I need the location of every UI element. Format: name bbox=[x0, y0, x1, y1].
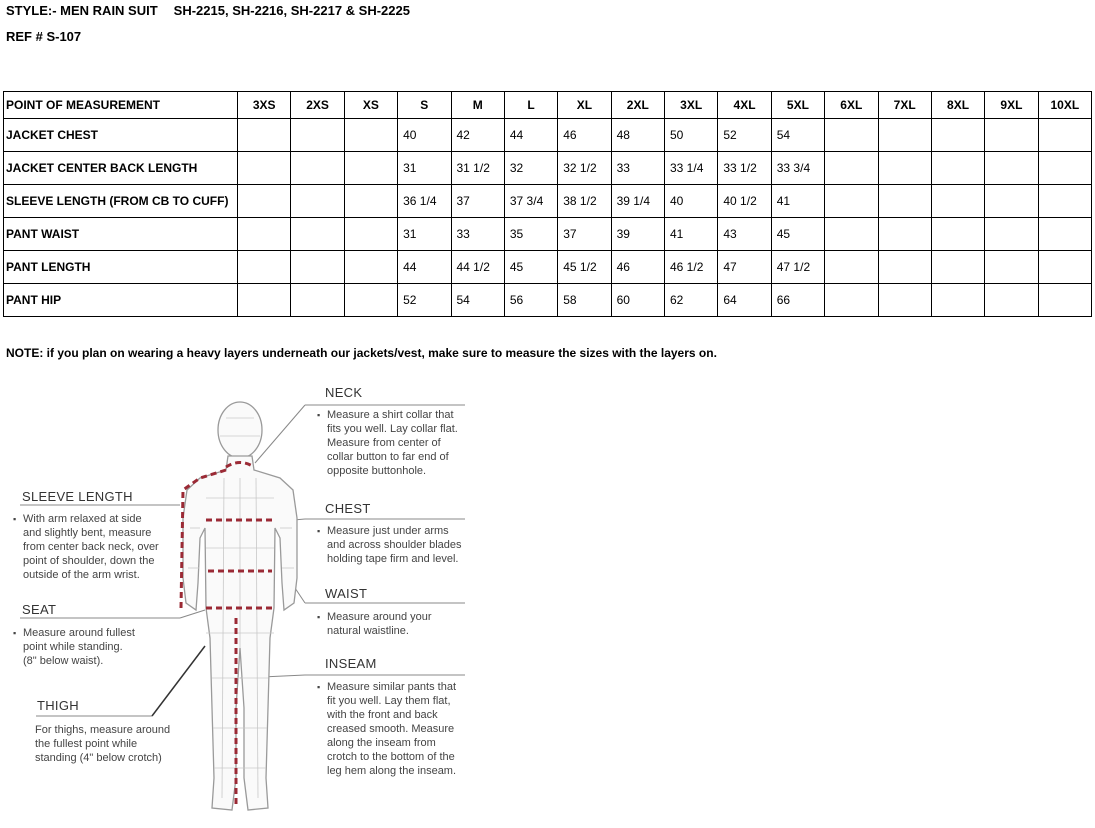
size-header: 2XL bbox=[611, 92, 664, 119]
table-cell: 31 bbox=[398, 218, 451, 251]
neck-title: NECK bbox=[325, 385, 363, 400]
table-cell bbox=[291, 218, 344, 251]
table-cell: 46 1/2 bbox=[665, 251, 718, 284]
sleeve-length-description: ▪ With arm relaxed at side and slightly bent, measure from center back neck, over point of shoulder, down the outside of the arm wrist. bbox=[23, 512, 159, 582]
table-cell: 41 bbox=[771, 185, 824, 218]
table-cell bbox=[985, 119, 1038, 152]
size-header: M bbox=[451, 92, 504, 119]
size-header: 2XS bbox=[291, 92, 344, 119]
table-cell: 39 1/4 bbox=[611, 185, 664, 218]
style-codes: SH-2215, SH-2216, SH-2217 & SH-2225 bbox=[173, 3, 410, 18]
table-cell: 40 bbox=[665, 185, 718, 218]
table-cell: 66 bbox=[771, 284, 824, 317]
table-cell bbox=[878, 119, 931, 152]
table-cell bbox=[1038, 218, 1091, 251]
table-cell bbox=[931, 284, 984, 317]
table-cell bbox=[985, 284, 1038, 317]
table-cell bbox=[291, 284, 344, 317]
table-cell bbox=[1038, 284, 1091, 317]
table-cell: 52 bbox=[398, 284, 451, 317]
table-cell: 45 bbox=[771, 218, 824, 251]
size-header: 6XL bbox=[825, 92, 878, 119]
table-cell bbox=[1038, 152, 1091, 185]
waist-title: WAIST bbox=[325, 586, 368, 601]
table-cell: 40 bbox=[398, 119, 451, 152]
style-line bbox=[6, 3, 410, 18]
table-cell: 45 bbox=[504, 251, 557, 284]
table-cell bbox=[238, 218, 291, 251]
table-row bbox=[4, 218, 1092, 251]
seat-title: SEAT bbox=[22, 602, 57, 617]
table-header-row bbox=[4, 92, 1092, 119]
size-header: 7XL bbox=[878, 92, 931, 119]
table-cell bbox=[291, 119, 344, 152]
table-cell: 31 1/2 bbox=[451, 152, 504, 185]
table-cell bbox=[825, 152, 878, 185]
table-cell: 40 1/2 bbox=[718, 185, 771, 218]
table-cell: 37 bbox=[451, 185, 504, 218]
table-cell bbox=[344, 284, 397, 317]
table-cell bbox=[931, 152, 984, 185]
size-header: 9XL bbox=[985, 92, 1038, 119]
row-label: PANT WAIST bbox=[4, 218, 238, 251]
table-cell bbox=[878, 218, 931, 251]
table-cell bbox=[291, 185, 344, 218]
size-header: S bbox=[398, 92, 451, 119]
table-cell: 64 bbox=[718, 284, 771, 317]
thigh-title: THIGH bbox=[37, 698, 79, 713]
table-cell bbox=[238, 251, 291, 284]
table-cell: 50 bbox=[665, 119, 718, 152]
table-cell: 33 1/4 bbox=[665, 152, 718, 185]
table-cell bbox=[291, 152, 344, 185]
seat-description: ▪ Measure around fullest point while standing. (8" below waist). bbox=[23, 626, 135, 668]
table-cell bbox=[1038, 251, 1091, 284]
pom-header: POINT OF MEASUREMENT bbox=[4, 92, 238, 119]
table-cell bbox=[344, 152, 397, 185]
table-cell bbox=[238, 284, 291, 317]
size-header: 4XL bbox=[718, 92, 771, 119]
table-cell: 46 bbox=[611, 251, 664, 284]
table-cell: 33 bbox=[451, 218, 504, 251]
table-cell: 38 1/2 bbox=[558, 185, 611, 218]
size-header: 5XL bbox=[771, 92, 824, 119]
inseam-title: INSEAM bbox=[325, 656, 377, 671]
table-cell: 33 3/4 bbox=[771, 152, 824, 185]
table-cell bbox=[825, 251, 878, 284]
neck-description: ▪ Measure a shirt collar that fits you well. Lay collar flat. Measure from center of collar button to far end of opposite buttonhole. bbox=[327, 408, 458, 478]
thigh-description: For thighs, measure around the fullest point while standing (4" below crotch) bbox=[35, 724, 171, 764]
table-cell bbox=[344, 185, 397, 218]
table-row bbox=[4, 152, 1092, 185]
inseam-description: ▪ Measure similar pants that fit you well. Lay them flat, with the front and back creased smooth. Measure along the inseam from crotch to the bottom of the leg hem along the inseam. bbox=[327, 680, 456, 778]
size-header: 3XS bbox=[238, 92, 291, 119]
size-header: XS bbox=[344, 92, 397, 119]
table-cell bbox=[878, 152, 931, 185]
size-chart-table bbox=[3, 91, 1092, 317]
table-cell: 47 1/2 bbox=[771, 251, 824, 284]
ref-number: REF # S-107 bbox=[6, 29, 82, 44]
table-cell bbox=[931, 185, 984, 218]
table-cell bbox=[931, 218, 984, 251]
table-cell bbox=[825, 185, 878, 218]
note-text: NOTE: if you plan on wearing a heavy layers underneath our jackets/vest, make sure to measure the sizes with the layers on. bbox=[6, 346, 717, 360]
table-cell bbox=[985, 251, 1038, 284]
table-row bbox=[4, 284, 1092, 317]
table-cell: 44 bbox=[504, 119, 557, 152]
table-cell: 42 bbox=[451, 119, 504, 152]
table-cell: 58 bbox=[558, 284, 611, 317]
table-cell bbox=[878, 284, 931, 317]
table-row bbox=[4, 251, 1092, 284]
size-header: 3XL bbox=[665, 92, 718, 119]
table-cell bbox=[238, 185, 291, 218]
table-cell bbox=[985, 218, 1038, 251]
chest-title: CHEST bbox=[325, 501, 371, 516]
table-cell: 33 1/2 bbox=[718, 152, 771, 185]
table-cell bbox=[291, 251, 344, 284]
waist-description: ▪ Measure around your natural waistline. bbox=[327, 610, 432, 638]
table-cell: 35 bbox=[504, 218, 557, 251]
table-cell bbox=[878, 185, 931, 218]
size-header: XL bbox=[558, 92, 611, 119]
table-cell bbox=[344, 119, 397, 152]
row-label: PANT HIP bbox=[4, 284, 238, 317]
table-cell bbox=[931, 251, 984, 284]
table-cell: 32 bbox=[504, 152, 557, 185]
chest-description: ▪ Measure just under arms and across shoulder blades holding tape firm and level. bbox=[327, 524, 462, 566]
table-cell: 52 bbox=[718, 119, 771, 152]
table-cell: 36 1/4 bbox=[398, 185, 451, 218]
table-cell: 39 bbox=[611, 218, 664, 251]
row-label: JACKET CHEST bbox=[4, 119, 238, 152]
size-header: 10XL bbox=[1038, 92, 1091, 119]
table-cell: 43 bbox=[718, 218, 771, 251]
table-cell: 47 bbox=[718, 251, 771, 284]
row-label: JACKET CENTER BACK LENGTH bbox=[4, 152, 238, 185]
table-cell bbox=[931, 119, 984, 152]
table-cell bbox=[825, 218, 878, 251]
table-cell bbox=[825, 284, 878, 317]
table-cell bbox=[238, 152, 291, 185]
table-cell: 45 1/2 bbox=[558, 251, 611, 284]
table-cell: 54 bbox=[451, 284, 504, 317]
table-cell: 46 bbox=[558, 119, 611, 152]
row-label: PANT LENGTH bbox=[4, 251, 238, 284]
row-label: SLEEVE LENGTH (FROM CB TO CUFF) bbox=[4, 185, 238, 218]
table-cell: 33 bbox=[611, 152, 664, 185]
table-cell: 31 bbox=[398, 152, 451, 185]
table-cell: 56 bbox=[504, 284, 557, 317]
table-cell bbox=[1038, 185, 1091, 218]
table-cell: 60 bbox=[611, 284, 664, 317]
table-row bbox=[4, 119, 1092, 152]
table-cell bbox=[878, 251, 931, 284]
sleeve-length-title: SLEEVE LENGTH bbox=[22, 489, 133, 504]
style-label: STYLE:- MEN RAIN SUIT bbox=[6, 3, 158, 18]
table-cell bbox=[985, 152, 1038, 185]
table-cell: 62 bbox=[665, 284, 718, 317]
table-row bbox=[4, 185, 1092, 218]
table-cell: 37 bbox=[558, 218, 611, 251]
size-header: 8XL bbox=[931, 92, 984, 119]
measurement-guide bbox=[0, 378, 500, 828]
size-header: L bbox=[504, 92, 557, 119]
table-cell: 37 3/4 bbox=[504, 185, 557, 218]
table-cell: 41 bbox=[665, 218, 718, 251]
table-cell bbox=[985, 185, 1038, 218]
table-cell bbox=[344, 251, 397, 284]
table-cell bbox=[238, 119, 291, 152]
table-cell bbox=[344, 218, 397, 251]
table-cell: 32 1/2 bbox=[558, 152, 611, 185]
table-cell: 44 bbox=[398, 251, 451, 284]
table-cell bbox=[825, 119, 878, 152]
table-cell: 54 bbox=[771, 119, 824, 152]
table-cell: 44 1/2 bbox=[451, 251, 504, 284]
table-cell bbox=[1038, 119, 1091, 152]
table-cell: 48 bbox=[611, 119, 664, 152]
